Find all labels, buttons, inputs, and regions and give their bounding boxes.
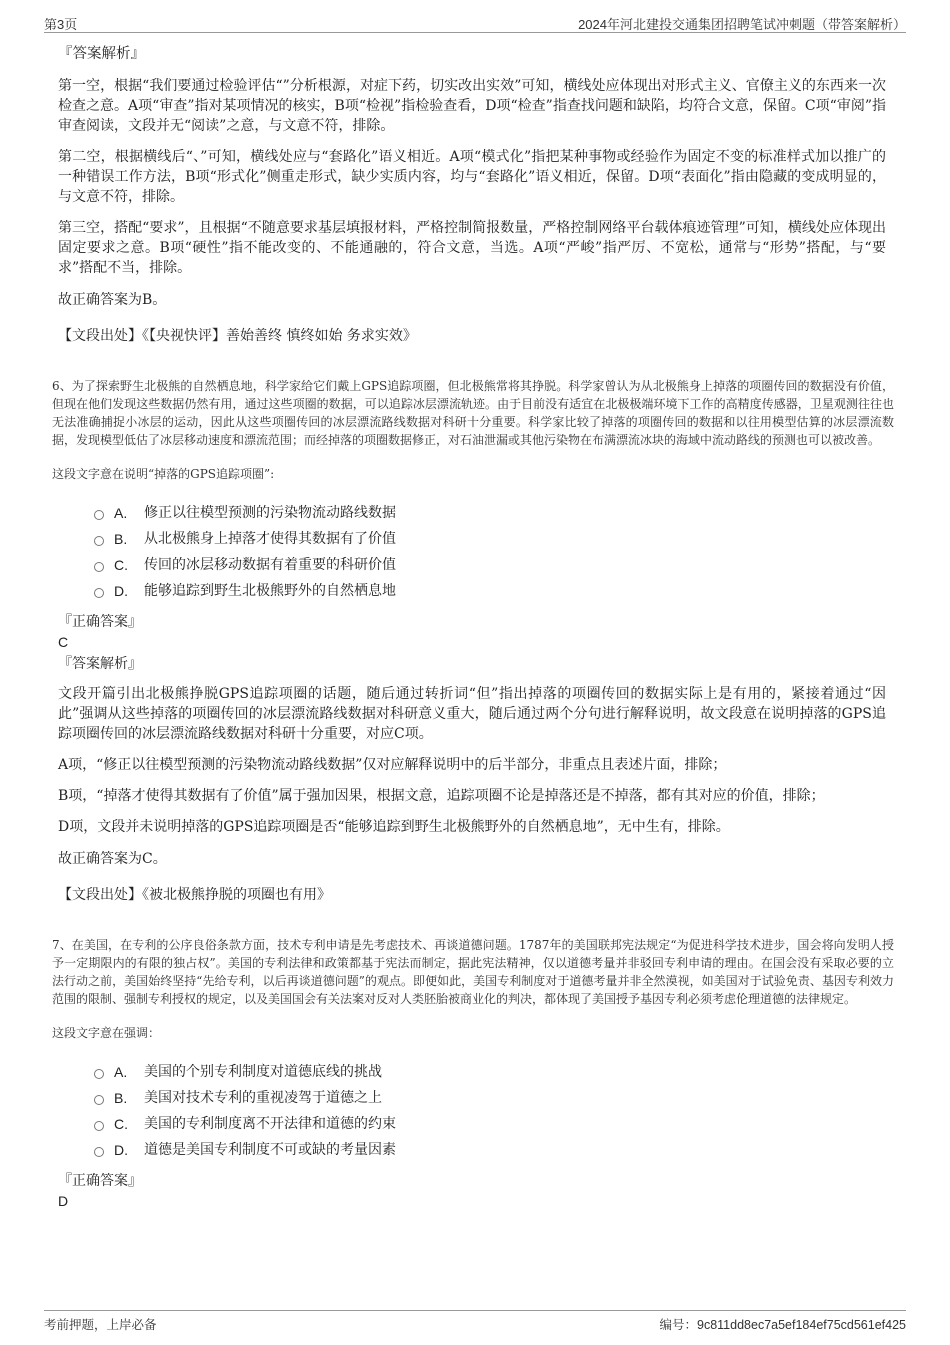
analysis-paragraph: 第三空，搭配“要求”，且根据“不随意要求基层填报材料，严格控制简报数量，严格控制网络平台载体痕迹管理”可知，横线处应体现出固定要求之意。B项“硬性”指不能改变的、不能通融的，符合文意，当选。A项“严峻”指严厉、不宽松，通常与“形势”搭配，与“要求”搭配不当，排除。 [58, 220, 886, 276]
correct-answer-label: 『正确答案』 [58, 614, 142, 630]
option-letter: B. [114, 1090, 128, 1106]
option-letter: A. [114, 1064, 128, 1080]
analysis-paragraph: B项，“掉落才使得其数据有了价值”属于强加因果，根据文意，追踪项圈不论是掉落还是不掉落，都有其对应的价值，排除； [58, 788, 825, 804]
option-d[interactable] [94, 578, 886, 604]
correct-answer: D [58, 1193, 69, 1209]
option-c[interactable] [94, 1111, 886, 1137]
option-letter: C. [114, 557, 128, 573]
page-footer [44, 1310, 906, 1335]
q5-analysis [56, 44, 886, 345]
radio-icon[interactable] [94, 588, 104, 598]
option-c[interactable] [94, 552, 886, 578]
question-6 [52, 377, 894, 904]
page-header [44, 12, 906, 33]
question-prompt: 这段文字意在说明“掉落的GPS追踪项圈”: [52, 467, 275, 481]
option-letter: D. [114, 1142, 128, 1158]
document-title: 2024年河北建投交通集团招聘笔试冲刺题（带答案解析） [578, 17, 906, 32]
option-letter: C. [114, 1116, 128, 1132]
radio-icon[interactable] [94, 562, 104, 572]
analysis-paragraph: A项，“修正以往模型预测的污染物流动路线数据”仅对应解释说明中的后半部分，非重点且表述片面，排除； [58, 757, 727, 773]
analysis-conclusion: 故正确答案为B。 [58, 292, 167, 308]
correct-answer: C [58, 634, 69, 650]
option-text: 美国的个别专利制度对道德底线的挑战 [144, 1064, 382, 1080]
question-text: 7、在美国，在专利的公序良俗条款方面，技术专利申请是先考虑技术、再谈道德问题。1787年的美国联邦宪法规定“为促进科学技术进步，国会将向发明人授予一定期限内的有限的独占权”。美国的专利法律和政策都基于宪法而制定，据此宪法精神，仅以道德考量并非驳回专利申请的理由。在国会没有采取必要的立法行动之前，美国始终坚持“先给专利，以后再谈道德问题”的观点。即便如此，美国专利制度对于道德考量并非全然漠视，如美国对于试验免责、基因专利效力范围的限制、强制专利授权的规定，以及美国国会有关法案对反对人类胚胎被商业化的判决，都体现了美国授予基因专利必须考虑伦理道德的法律规定。 [52, 938, 894, 1006]
option-text: 能够追踪到野生北极熊野外的自然栖息地 [144, 583, 396, 599]
correct-answer-label: 『正确答案』 [58, 1173, 142, 1189]
option-b[interactable] [94, 526, 886, 552]
radio-icon[interactable] [94, 1095, 104, 1105]
option-letter: A. [114, 505, 128, 521]
option-a[interactable] [94, 500, 886, 526]
page-content [52, 44, 894, 1213]
option-text: 道德是美国专利制度不可或缺的考量因素 [144, 1142, 396, 1158]
analysis-paragraph: 第二空，根据横线后“、”可知，横线处应与“套路化”语义相近。A项“模式化”指把某种事物或经验作为固定不变的标准样式加以推广的一种错误工作方法，B项“形式化”侧重走形式，缺少实质内容，均与“套路化”语义相近，保留。D项“表面化”指由隐藏的变成明显的，与文意不符，排除。 [58, 149, 886, 205]
radio-icon[interactable] [94, 1069, 104, 1079]
option-text: 从北极熊身上掉落才使得其数据有了价值 [144, 531, 396, 547]
analysis-paragraph: D项，文段并未说明掉落的GPS追踪项圈是否“能够追踪到野生北极熊野外的自然栖息地”，无中生有，排除。 [58, 819, 730, 835]
option-letter: B. [114, 531, 128, 547]
passage-source: 【文段出处】《被北极熊挣脱的项圈也有用》 [58, 887, 331, 903]
analysis-label: 『答案解析』 [58, 656, 142, 672]
document-id: 编号：9c811dd8ec7a5ef184ef75cd561ef425 [659, 1318, 906, 1332]
analysis-conclusion: 故正确答案为C。 [58, 851, 167, 867]
radio-icon[interactable] [94, 1121, 104, 1131]
passage-source: 【文段出处】《【央视快评】善始善终 慎终如始 务求实效》 [58, 328, 417, 344]
radio-icon[interactable] [94, 1147, 104, 1157]
option-text: 传回的冰层移动数据有着重要的科研价值 [144, 557, 396, 573]
footer-slogan: 考前押题，上岸必备 [44, 1317, 157, 1332]
option-text: 美国的专利制度离不开法律和道德的约束 [144, 1116, 396, 1132]
option-text: 美国对技术专利的重视凌驾于道德之上 [144, 1090, 382, 1106]
option-d[interactable] [94, 1137, 886, 1163]
option-letter: D. [114, 583, 128, 599]
answer-options [94, 500, 886, 604]
question-text: 6、为了探索野生北极熊的自然栖息地，科学家给它们戴上GPS追踪项圈，但北极熊常将其挣脱。科学家曾认为从北极熊身上掉落的项圈传回的数据没有价值，但现在他们发现这些数据仍然有用，通过这些项圈的数据，可以追踪冰层漂流轨迹。由于目前没有适宜在北极极端环境下工作的高精度传感器，卫星观测往往也无法准确捕捉小冰层的运动，因此从这些项圈传回的冰层漂流路线数据对科研十分重要。科学家比较了掉落的项圈传回的数据和以往用模型估算的冰层漂流数据，发现模型低估了冰层移动速度和漂流范围；而经掉落的项圈数据修正，对石油泄漏或其他污染物在布满漂流冰块的海域中流动路线的预测也可以被改善。 [52, 379, 894, 447]
radio-icon[interactable] [94, 536, 104, 546]
answer-options [94, 1059, 886, 1163]
analysis-label: 『答案解析』 [58, 46, 145, 62]
question-prompt: 这段文字意在强调： [52, 1026, 161, 1040]
radio-icon[interactable] [94, 510, 104, 520]
option-a[interactable] [94, 1059, 886, 1085]
page-number: 第3页 [44, 17, 78, 32]
option-text: 修正以往模型预测的污染物流动路线数据 [144, 505, 396, 521]
analysis-paragraph: 第一空，根据“我们要通过检验评估“”分析根源，对症下药，切实改出实效”可知，横线处应体现出对形式主义、官僚主义的东西来一次检查之意。A项“审查”指对某项情况的核实，B项“检视”指检验查看，D项“检查”指查找问题和缺陷，均符合文意，保留。C项“审阅”指审查阅读，文段并无“阅读”之意，与文意不符，排除。 [58, 78, 886, 134]
question-7 [52, 936, 894, 1211]
option-b[interactable] [94, 1085, 886, 1111]
analysis-paragraph: 文段开篇引出北极熊挣脱GPS追踪项圈的话题，随后通过转折词“但”指出掉落的项圈传回的数据实际上是有用的，紧接着通过“因此”强调从这些掉落的项圈传回的冰层漂流路线数据对科研意义重大，随后通过两个分句进行解释说明，故文段意在说明掉落的GPS追踪项圈传回的冰层漂流路线数据对科研十分重要，对应C项。 [58, 686, 886, 742]
